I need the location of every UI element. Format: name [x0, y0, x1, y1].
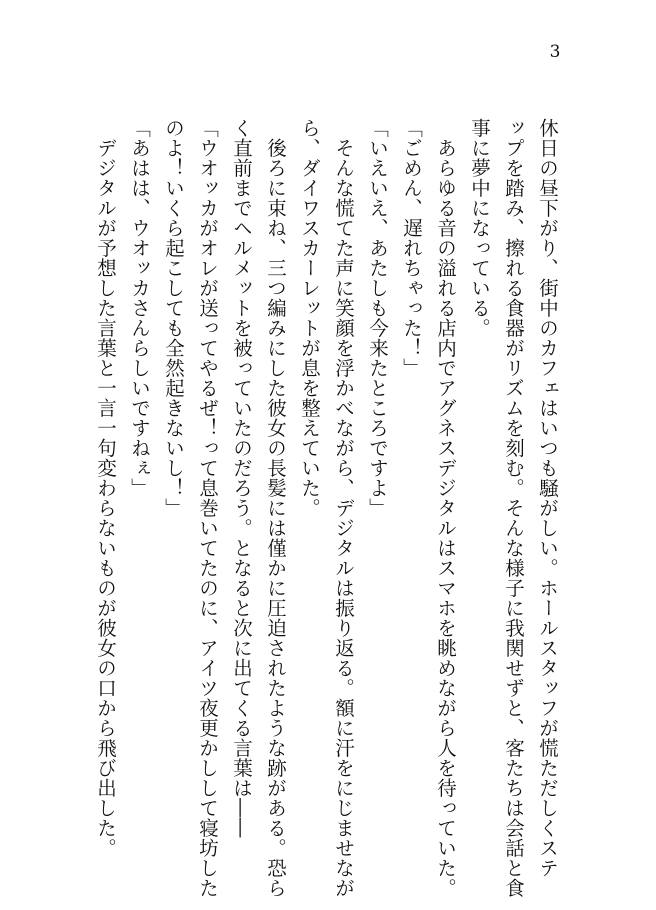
text-line: 「いえいえ、あたしも今来たところですよ」: [366, 118, 389, 518]
text-line: デジタルが予想した言葉と一言一句変わらないものが彼女の口から飛び出した。: [94, 118, 117, 858]
text-line: 「ごめん、遅れちゃった！」: [400, 118, 423, 378]
text-line: 休日の昼下がり、街中のカフェはいつも騒がしい。ホールスタッフが慌ただしくステ: [536, 118, 559, 878]
page-number: 3: [549, 42, 561, 62]
text-line: 「ウオッカがオレが送ってやるぜ！って息巻いてたのに、アイツ夜更かしして寝坊した: [196, 118, 219, 898]
text-line: のよ！いくら起こしても全然起きないし！」: [162, 118, 185, 518]
text-line: ップを踏み、擦れる食器がリズムを刻む。そんな様子に我関せずと、客たちは会話と食: [502, 118, 525, 898]
body-text: [88, 118, 564, 898]
text-line: ら、ダイワスカーレットが息を整えていた。: [298, 118, 321, 518]
text-line: そんな慌てた声に笑顔を浮かべながら、デジタルは振り返る。額に汗をにじませなが: [332, 118, 355, 898]
text-line: 後ろに束ね、三つ編みにした彼女の長髪には僅かに圧迫されたような跡がある。恐ら: [264, 118, 287, 898]
text-line: あらゆる音の溢れる店内でアグネスデジタルはスマホを眺めながら人を待っていた。: [434, 118, 457, 898]
text-line: 「あはは、ウオッカさんらしいですねぇ」: [128, 118, 151, 498]
text-line: 事に夢中になっている。: [468, 118, 491, 338]
text-line: く直前までヘルメットを被っていたのだろう。となると次に出てくる言葉は――: [230, 118, 253, 838]
